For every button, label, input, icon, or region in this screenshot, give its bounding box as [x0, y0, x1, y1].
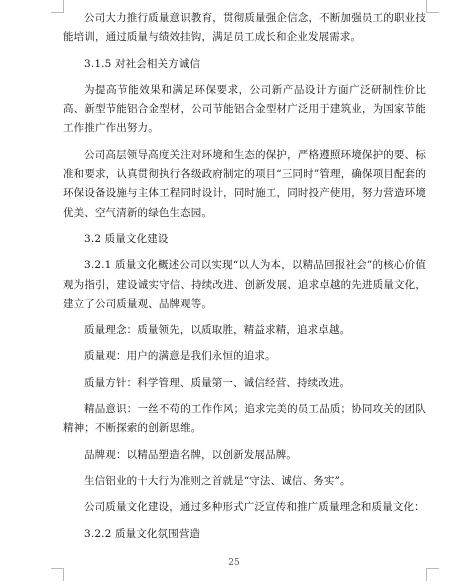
paragraph: 质量理念：质量领先，以质取胜，精益求精，追求卓越。 [84, 324, 351, 337]
crop-mark-top-right [426, 0, 439, 13]
paragraph: 质量观：用户的满意是我们永恒的追求。 [84, 350, 276, 363]
paragraph: 公司大力推行质量意识教育，贯彻质量强企信念，不断加强员工的职业技能培训，通过质量与绩效挂钩，满足员工成长和企业发展需求。 [63, 12, 426, 44]
crop-mark-bottom-right [426, 568, 439, 581]
page-body [63, 9, 426, 551]
paragraph: 为提高节能效果和满足环保要求，公司新产品设计方面广泛研制性价比高、新型节能铝合金型材，公司节能铝合金型材广泛用于建筑业，为国家节能工作推广作出努力。 [63, 83, 426, 135]
paragraph: 质量方针：科学管理、质量第一、诚信经营、持续改进。 [84, 376, 351, 389]
section-heading: 3.2 质量文化建设 [84, 232, 169, 245]
crop-mark-bottom-left [51, 568, 64, 581]
paragraph: 生信铝业的十大行为准则之首就是“守法、诚信、务实”。 [84, 474, 351, 487]
paragraph: 精品意识：一丝不苟的工作作风；追求完美的员工品质；协同攻关的团队精神；不断探索的创新思维。 [63, 403, 426, 435]
page-number: 25 [228, 558, 240, 568]
paragraph: 品牌观：以精品塑造名牌，以创新发展品牌。 [84, 448, 297, 461]
paragraph: 3.2.1 质量文化概述公司以实现“以人为本，以精品回报社会”的核心价值观为指引，建设诚实守信、持续改进、创新发展、追求卓越的先进质量文化，建立了公司质量观、品牌观等。 [63, 259, 426, 310]
paragraph: 公司高层领导高度关注对环境和生态的保护，严格遵照环境保护的要、标准和要求，认真贯彻执行各级政府制定的项目“三同时”管理，确保项目配套的环保设备设施与主体工程同时设计，同时施工，同时投产使用，努力营造环境优美、空气清新的绿色生态园。 [63, 148, 426, 219]
paragraph: 公司质量文化建设，通过多种形式广泛宣传和推广质量理念和质量文化： [84, 501, 425, 514]
section-heading: 3.2.2 质量文化氛围营造 [84, 527, 201, 540]
section-heading: 3.1.5 对社会相关方诚信 [84, 57, 201, 70]
